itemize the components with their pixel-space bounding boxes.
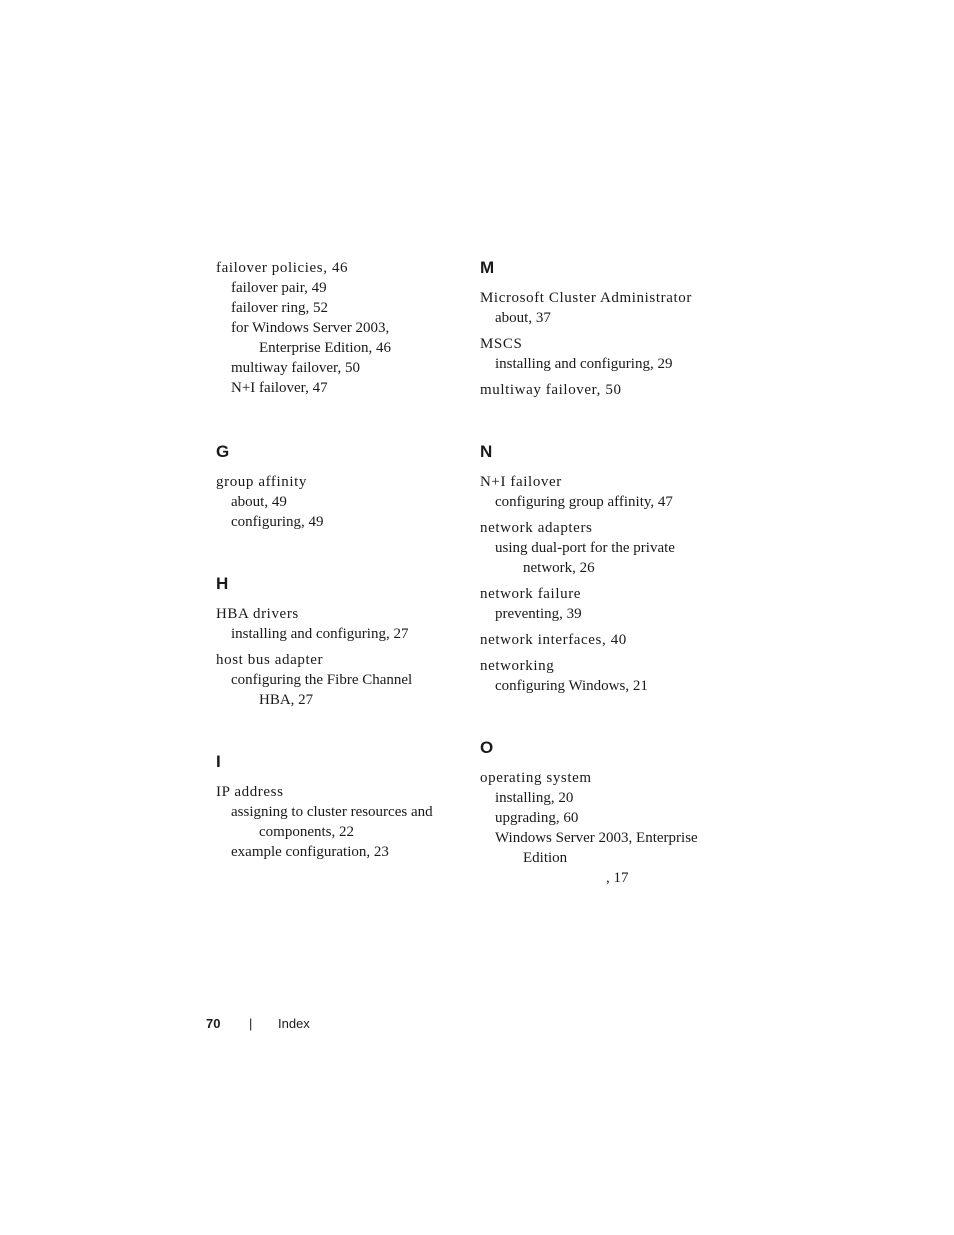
index-subentry: preventing, 39 <box>495 606 582 622</box>
index-subentry: upgrading, 60 <box>495 810 579 826</box>
index-subentry: configuring, 49 <box>231 514 324 530</box>
index-entry: HBA drivers <box>216 606 299 622</box>
index-subentry: installing and configuring, 29 <box>495 356 673 372</box>
section-letter-i: I <box>216 752 221 771</box>
index-subentry: about, 37 <box>495 310 551 326</box>
index-entry: multiway failover, 50 <box>480 382 622 398</box>
index-entry: network interfaces, 40 <box>480 632 627 648</box>
index-group-g <box>216 442 456 532</box>
index-subentry-continuation: Edition <box>523 850 568 866</box>
page-number: 70 <box>206 1016 221 1031</box>
index-group-i <box>216 752 456 862</box>
footer-separator: | <box>249 1016 253 1031</box>
index-entry: network adapters <box>480 520 593 536</box>
index-entry: network failure <box>480 586 582 602</box>
index-subentry: N+I failover, 47 <box>231 380 328 396</box>
index-entry: Microsoft Cluster Administrator <box>480 290 692 306</box>
page-footer <box>206 1015 310 1033</box>
index-subentry-continuation: components, 22 <box>259 824 354 840</box>
index-subentry: installing and configuring, 27 <box>231 626 409 642</box>
index-column-right <box>480 258 730 888</box>
index-subentry: assigning to cluster resources and <box>231 804 433 820</box>
index-page-reference: , 17 <box>606 870 629 886</box>
index-column-left <box>216 258 456 862</box>
index-subentry: example configuration, 23 <box>231 844 389 860</box>
index-group-h <box>216 574 456 710</box>
index-subentry: installing, 20 <box>495 790 574 806</box>
footer-section-title: Index <box>278 1016 310 1031</box>
index-subentry: Windows Server 2003, Enterprise <box>495 830 698 846</box>
index-subentry: for Windows Server 2003, <box>231 320 390 336</box>
index-entry: IP address <box>216 784 284 800</box>
index-entry: MSCS <box>480 336 523 352</box>
index-subentry: using dual-port for the private <box>495 540 675 556</box>
index-subentry: about, 49 <box>231 494 287 510</box>
index-subentry-continuation: HBA, 27 <box>259 692 314 708</box>
index-subentry: failover ring, 52 <box>231 300 329 316</box>
index-group-f <box>216 258 456 398</box>
index-subentry: configuring the Fibre Channel <box>231 672 413 688</box>
index-entry: host bus adapter <box>216 652 324 668</box>
index-subentry-continuation: Enterprise Edition, 46 <box>259 340 392 356</box>
index-entry: networking <box>480 658 555 674</box>
index-subentry: configuring group affinity, 47 <box>495 494 673 510</box>
index-group-o <box>480 738 730 888</box>
index-subentry: configuring Windows, 21 <box>495 678 648 694</box>
index-entry: failover policies, 46 <box>216 260 349 276</box>
section-letter-m: M <box>480 258 495 277</box>
section-letter-g: G <box>216 442 230 461</box>
index-subentry: multiway failover, 50 <box>231 360 360 376</box>
section-letter-o: O <box>480 738 494 757</box>
index-entry: operating system <box>480 770 592 786</box>
index-subentry: failover pair, 49 <box>231 280 327 296</box>
section-letter-h: H <box>216 574 229 593</box>
index-entry: N+I failover <box>480 474 562 490</box>
index-group-m <box>480 258 730 400</box>
index-group-n <box>480 442 730 696</box>
section-letter-n: N <box>480 442 493 461</box>
index-subentry-continuation: network, 26 <box>523 560 595 576</box>
index-entry: group affinity <box>216 474 308 490</box>
